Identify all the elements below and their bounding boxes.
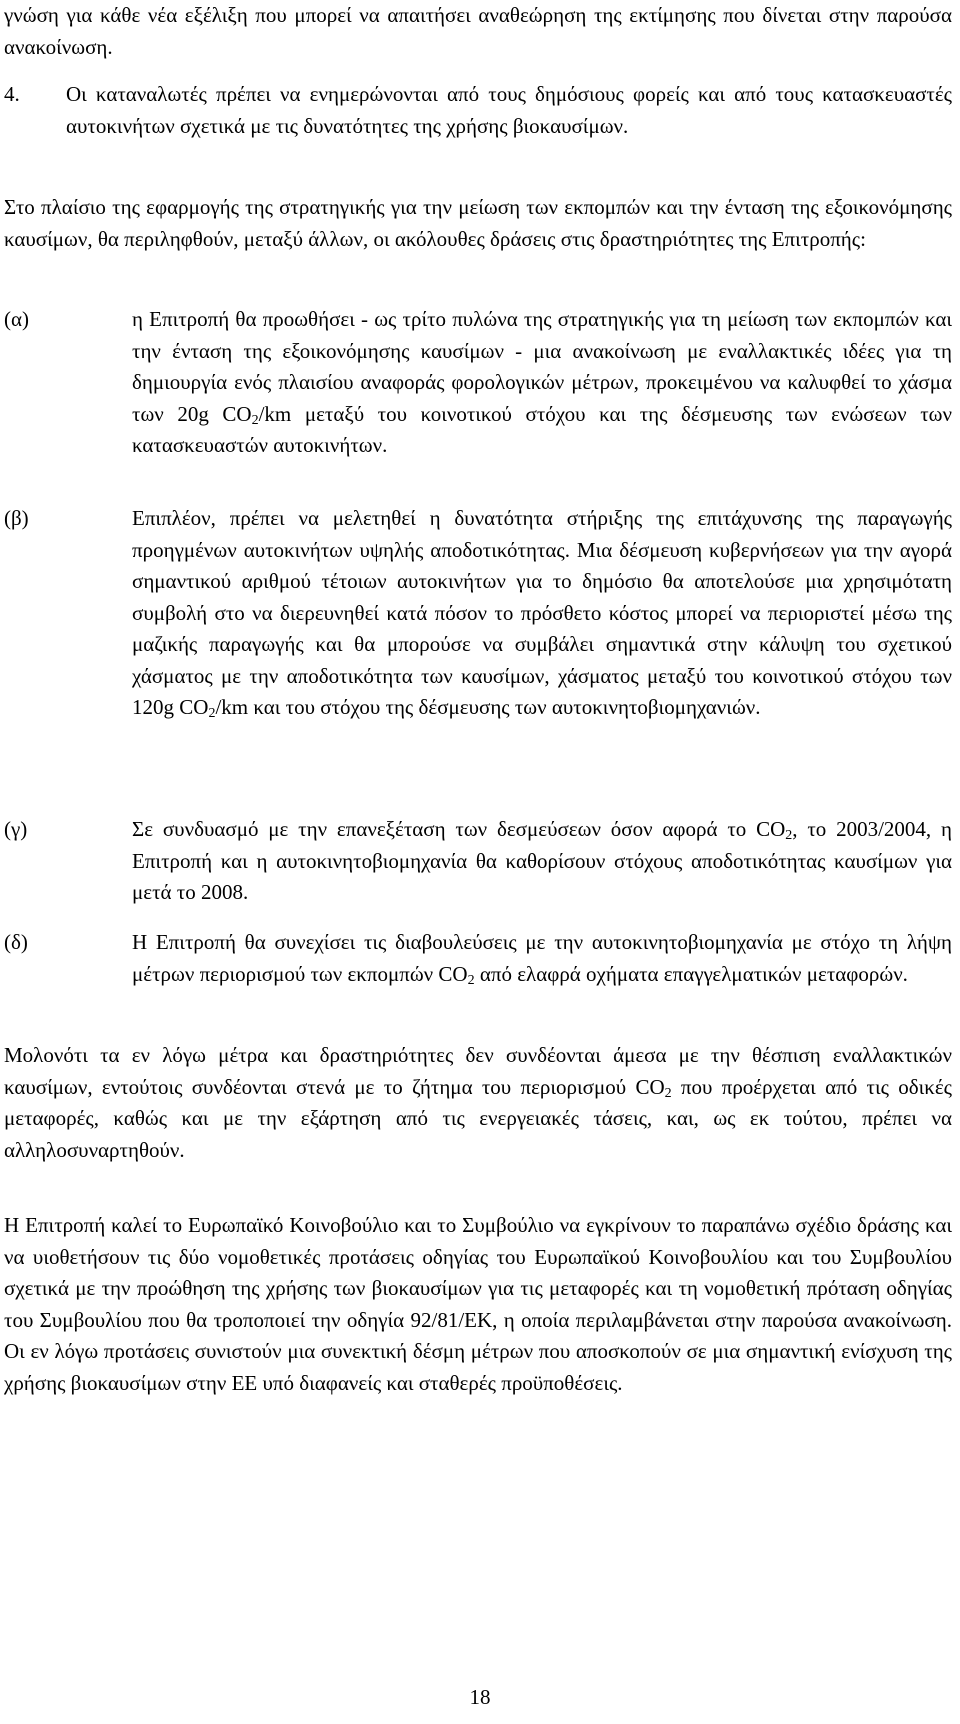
item-a-text-1: η Επιτροπή θα προωθήσει - ως τρίτο πυλώνα της στρατηγικής για τη μείωση των εκπομπών και την ένταση της εξοικονόμησης καυσίμων - μια ανακοίνωση με εναλλακτικές ιδέες για τη δημιουργία ενός πλαισίου αναφοράς φορολογικών μέτρων, προκειμένου να καλυφθεί το χάσμα των 20g CO: [132, 307, 952, 426]
call-text: Η Επιτροπή καλεί το Ευρωπαϊκό Κοινοβούλιο και το Συμβούλιο να εγκρίνουν το παραπάνω σχέδιο δράσης και να υιοθετήσουν τις δύο νομοθετικές προτάσεις οδηγίας του Ευρωπαϊκού Κοινοβουλίου και του Συμβουλίου σχετικά με την προώθηση της χρήσης των βιοκαυσίμων για τις μεταφορές και τη νομοθετική πρόταση οδηγίας του Συμβουλίου που θα τροποποιεί την οδηγία 92/81/ΕΚ, η οποία περιλαμβάνεται στην παρούσα ανακοίνωση. Οι εν λόγω προτάσεις συνιστούν μια συνεκτική δέσμη μέτρων που αποσκοπούν σε μια σημαντική ενίσχυση της χρήσης βιοκαυσίμων στην ΕΕ υπό διαφανείς και σταθερές προϋποθέσεις.: [4, 1213, 952, 1395]
item-a-subscript: 2: [251, 412, 259, 428]
item-d-text-2: από ελαφρά οχήματα επαγγελματικών μεταφορών.: [474, 961, 908, 986]
point-4-text: Οι καταναλωτές πρέπει να ενημερώνονται από τους δημόσιους φορείς και από τους κατασκευαστές αυτοκινήτων σχετικά με τις δυνατότητες της χρήσης βιοκαυσίμων.: [66, 82, 952, 138]
item-c-text-1: Σε συνδυασμό με την επανεξέταση των δεσμεύσεων όσον αφορά το CO: [132, 817, 786, 841]
item-a-text-2: /km μεταξύ του κοινοτικού στόχου και της δέσμευσης των ενώσεων των κατασκευαστών αυτοκινήτων.: [132, 401, 952, 457]
item-b-text-1: Επιπλέον, πρέπει να μελετηθεί η δυνατότητα στήριξης της επιτάχυνσης της παραγωγής προηγμένων αυτοκινήτων υψηλής αποδοτικότητας. Μια δέσμευση κυβερνήσεων για την αγορά σημαντικού αριθμού τέτοιων αυτοκινήτων για το δημόσιο θα αποτελούσε μια χρησιμότατη συμβολή στο να διερευνηθεί κατά πόσον το πρόσθετο κόστος μπορεί να περιοριστεί μέσω της μαζικής παραγωγής και θα μπορούσε να συμβάλει σημαντικά στην κάλυψη του σχετικού χάσματος με την αποδοτικότητα των καυσίμων, χάσματος μεταξύ του κοινοτικού στόχου των 120g CO: [132, 506, 952, 719]
item-c-label: (γ): [4, 817, 28, 841]
item-d-paragraph: [132, 927, 952, 990]
call-paragraph: [4, 1210, 952, 1399]
strategy-paragraph: [4, 192, 952, 255]
item-b-paragraph: [132, 503, 952, 724]
item-c-text-2: , το 2003/2004, η Επιτροπή και η αυτοκινητοβιομηχανία θα καθορίσουν στόχους αποδοτικότητας καυσίμων για μετά το 2008.: [132, 817, 952, 904]
item-b-label: (β): [4, 506, 29, 530]
item-d-subscript: 2: [467, 972, 475, 988]
measures-text-2: που προέρχεται από τις οδικές μεταφορές, καθώς και με την εξάρτηση από τις ενεργειακές τάσεις, και, ως εκ τούτου, πρέπει να αλληλοσυναρτηθούν.: [4, 1074, 952, 1162]
measures-subscript: 2: [664, 1085, 672, 1101]
measures-text-1: Μολονότι τα εν λόγω μέτρα και δραστηριότητες δεν συνδέονται άμεσα με την θέσπιση εναλλακτικών καυσίμων, εντούτοις συνδέονται στενά με το ζήτημα του περιορισμού CO: [4, 1043, 952, 1099]
page-number: 18: [469, 1685, 491, 1709]
intro-text: γνώση για κάθε νέα εξέλιξη που μπορεί να απαιτήσει αναθεώρηση της εκτίμησης που δίνεται στην παρούσα ανακοίνωση.: [4, 3, 952, 59]
item-a-paragraph: [132, 304, 952, 462]
item-a-label: (α): [4, 307, 29, 331]
measures-paragraph: [4, 1040, 952, 1166]
item-b-text-2: /km και του στόχου της δέσμευσης των αυτοκινητοβιομηχανιών.: [215, 695, 761, 719]
item-c-paragraph: [132, 814, 952, 909]
item-d-label: (δ): [4, 930, 28, 954]
item-d-text-1: Η Επιτροπή θα συνεχίσει τις διαβουλεύσεις με την αυτοκινητοβιομηχανία με στόχο τη λήψη μέτρων περιορισμού των εκπομπών CO: [132, 930, 952, 986]
strategy-text: Στο πλαίσιο της εφαρμογής της στρατηγικής για την μείωση των εκπομπών και την ένταση της εξοικονόμησης καυσίμων, θα περιληφθούν, μεταξύ άλλων, οι ακόλουθες δράσεις στις δραστηριότητες της Επιτροπής:: [4, 195, 952, 251]
point-number: 4.: [4, 82, 20, 106]
intro-paragraph: [4, 0, 952, 63]
point-4-paragraph: [66, 79, 952, 142]
item-c-subscript: 2: [785, 828, 793, 843]
item-b-subscript: 2: [208, 706, 216, 721]
